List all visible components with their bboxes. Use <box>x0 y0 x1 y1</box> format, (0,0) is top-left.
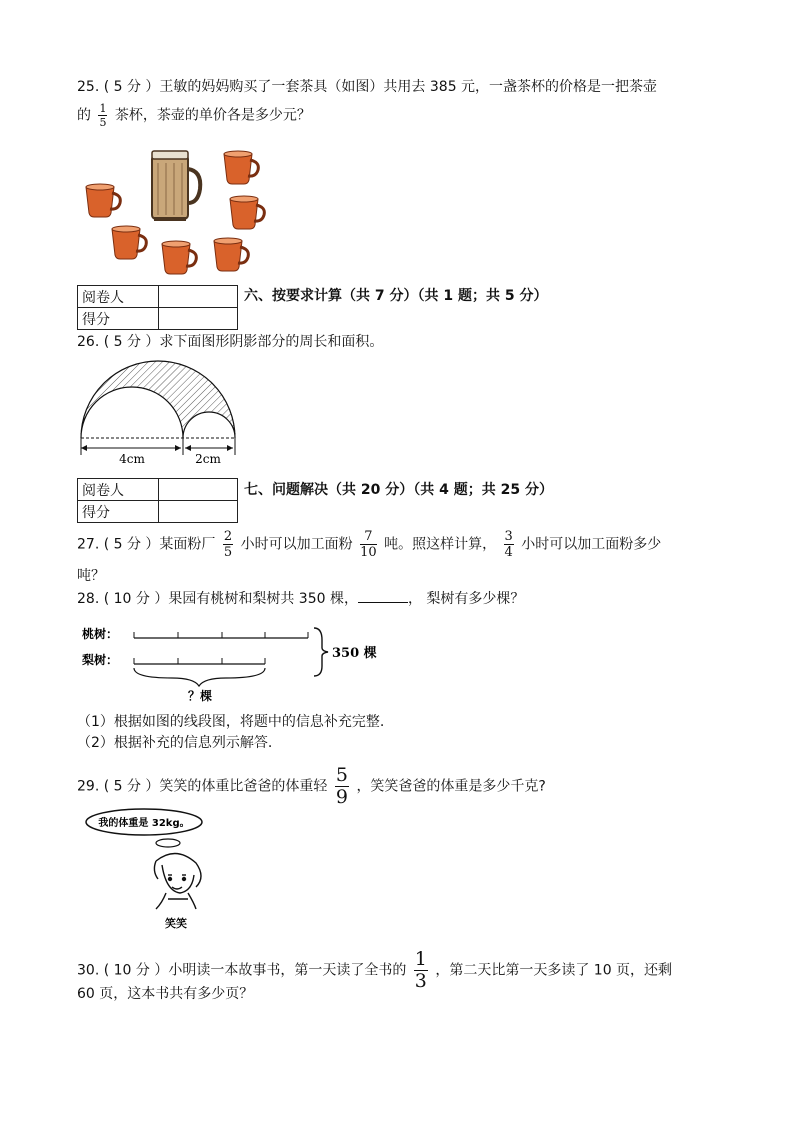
tea-set-image <box>82 145 272 275</box>
semicircle-figure <box>77 355 242 467</box>
q28-fill-blank[interactable] <box>358 588 408 603</box>
q25-line1: 25. ( 5 分 ）王敏的妈妈购买了一套茶具（如图）共用去 385 元，一盏茶杯的价格是一把茶壶 <box>77 79 658 95</box>
q30-pre: 30. ( 10 分 ）小明读一本故事书，第一天读了全书的 <box>77 962 407 979</box>
q30-fraction: $\frac{1}{3}$ <box>414 948 427 992</box>
label-4cm: 4cm <box>119 452 145 466</box>
q29-pre: 29. ( 5 分 ）笑笑的体重比爸爸的体重轻 <box>77 778 328 795</box>
cup-icon <box>224 151 258 184</box>
cup-icon <box>112 226 146 259</box>
score-label: 得分 <box>78 308 159 330</box>
q26-text: 26. ( 5 分 ）求下面图形阴影部分的周长和面积。 <box>77 334 384 350</box>
q27-fraction-3: $\frac{3}{4}$ <box>504 529 513 560</box>
cup-icon <box>86 184 120 217</box>
name-label: 笑笑 <box>165 917 187 930</box>
q28-line <box>77 588 524 609</box>
reviewer-blank <box>159 286 238 308</box>
q30-line2: 60 页，这本书共有多少页？ <box>77 986 254 1002</box>
q30-post: ，第二天比第一天多读了 10 页，还剩 <box>435 962 673 979</box>
reviewer-label: 阅卷人 <box>78 286 159 308</box>
section-7-title: 七、问题解决（共 20 分）（共 4 题；共 25 分） <box>244 482 553 498</box>
speech-bubble-text: 我的体重是 32kg。 <box>98 818 190 829</box>
label-total: 350 棵 <box>332 646 377 661</box>
girl-icon <box>154 853 201 909</box>
section-6-title: 六、按要求计算（共 7 分）（共 1 题；共 5 分） <box>244 288 548 304</box>
q25-line2 <box>77 103 311 128</box>
q28-sub2: （2）根据补充的信息列示解答. <box>77 735 273 751</box>
q27-pre: 27. ( 5 分 ）某面粉厂 <box>77 536 216 553</box>
score-box-1 <box>77 285 238 330</box>
q27-line1 <box>77 530 661 559</box>
label-2cm: 2cm <box>195 452 221 466</box>
q28-post: ， 梨树有多少棵？ <box>407 591 525 607</box>
reviewer-blank <box>159 479 238 501</box>
q25-line2-post: 茶杯，茶壶的单价各是多少元？ <box>114 107 311 124</box>
score-blank <box>159 501 238 523</box>
reviewer-label: 阅卷人 <box>78 479 159 501</box>
q27-mid2: 吨。照这样计算， <box>384 536 497 553</box>
q29-fraction: $\frac{5}{9}$ <box>335 764 348 808</box>
score-box-2 <box>77 478 238 523</box>
line-segment-diagram <box>82 618 382 706</box>
q27-mid1: 小时可以加工面粉 <box>240 536 353 553</box>
label-peach: 桃树： <box>82 627 119 641</box>
score-label: 得分 <box>78 501 159 523</box>
label-unknown: ？棵 <box>188 689 213 703</box>
q28-sub1: （1）根据如图的线段图，将题中的信息补充完整. <box>77 714 385 730</box>
cup-icon <box>214 238 248 271</box>
cup-icon <box>162 241 196 274</box>
q27-post: 小时可以加工面粉多少 <box>521 536 662 553</box>
q25-line2-pre: 的 <box>77 107 91 124</box>
q29-post: ，笑笑爸爸的体重是多少千克? <box>356 778 546 795</box>
label-pear: 梨树： <box>82 653 119 667</box>
q29-line <box>77 766 546 807</box>
xiaoxiao-illustration <box>84 805 224 933</box>
score-blank <box>159 308 238 330</box>
teapot-icon <box>152 151 200 221</box>
cup-icon <box>230 196 264 229</box>
q27-line2: 吨？ <box>77 568 105 584</box>
q27-fraction-1: $\frac{2}{5}$ <box>223 529 233 560</box>
q25-fraction: $\frac{1}{5}$ <box>99 102 107 129</box>
q28-pre: 28. ( 10 分 ）果园有桃树和梨树共 350 棵， <box>77 591 358 607</box>
q27-fraction-2: $\frac{7}{10}$ <box>360 529 377 560</box>
